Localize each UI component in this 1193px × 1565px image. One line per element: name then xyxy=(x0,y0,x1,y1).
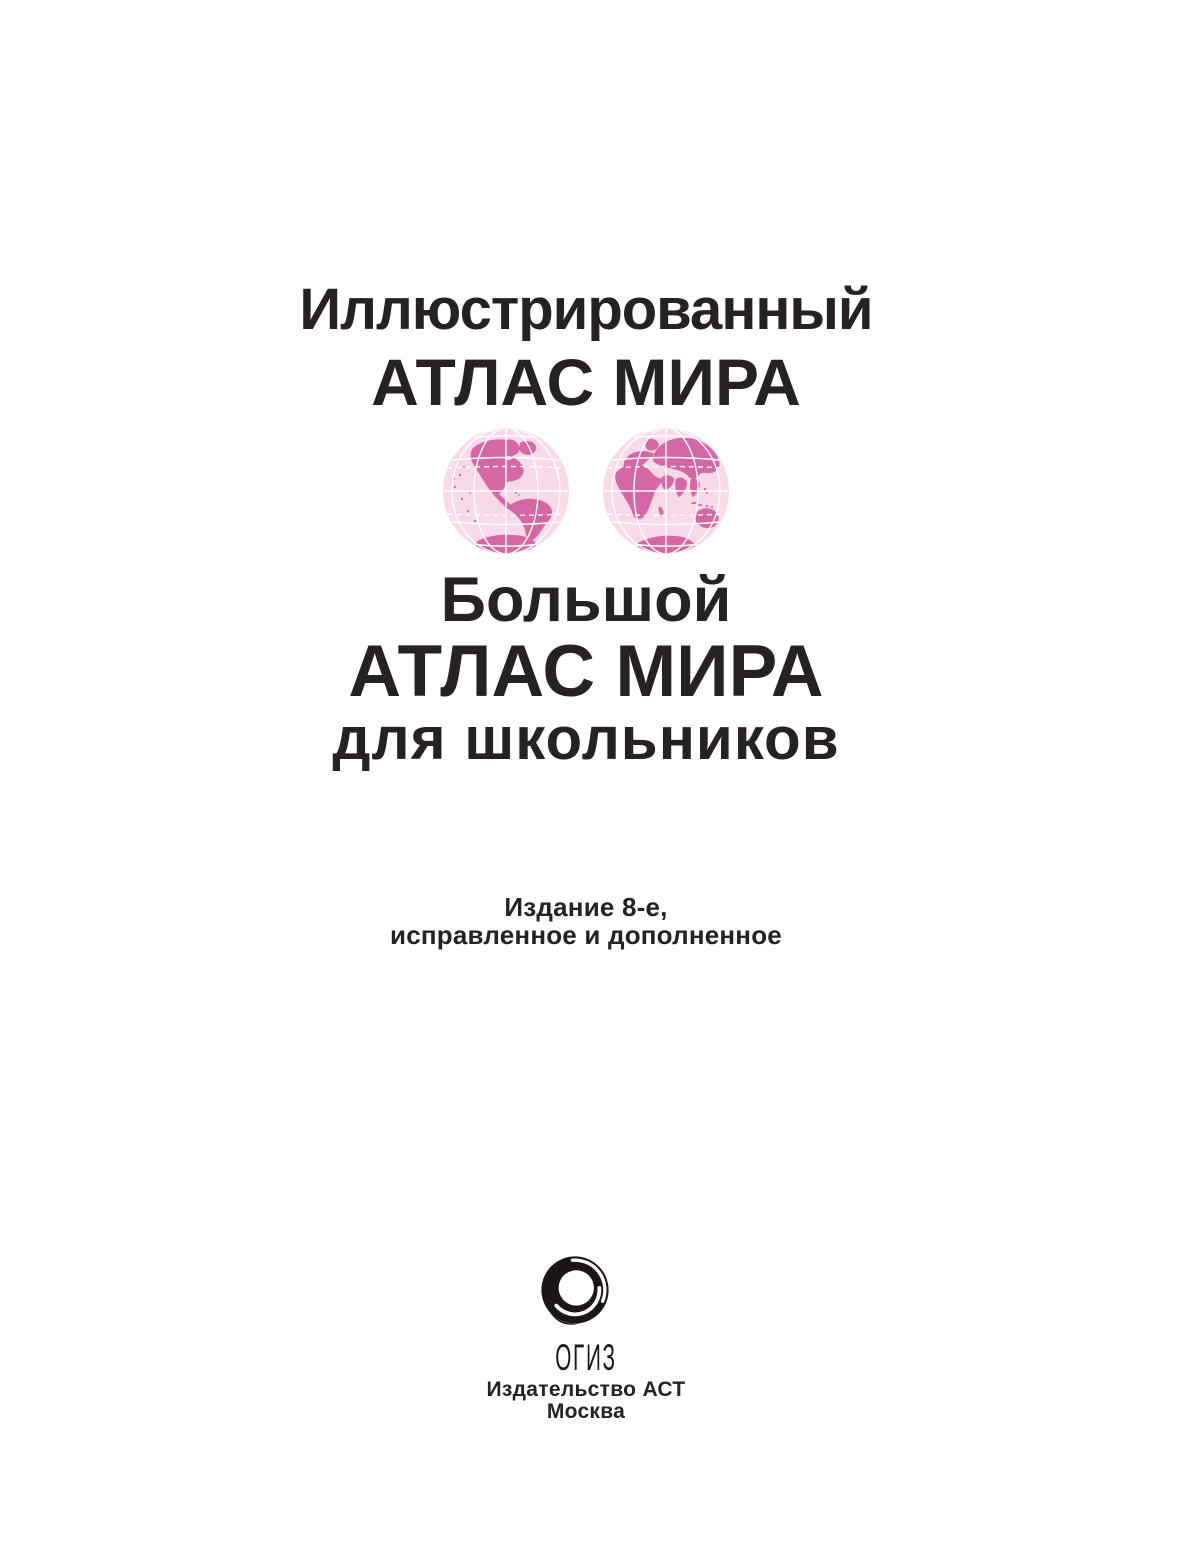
publisher-logo xyxy=(0,1248,1172,1337)
western-hemisphere-globe-icon xyxy=(442,427,570,555)
title-main-line3: для школьников xyxy=(332,705,840,772)
title-main-line2: АТЛАС МИРА xyxy=(348,631,824,712)
ogiz-logotype: ОГИЗ xyxy=(555,1337,617,1378)
publisher-city: Москва xyxy=(546,1400,626,1423)
publisher-name: Издательство АСТ xyxy=(486,1378,686,1401)
title-top-line1: Иллюстрированный xyxy=(299,277,873,342)
eastern-hemisphere-globe-icon xyxy=(602,427,730,555)
edition-line1: Издание 8-е, xyxy=(504,892,668,922)
hemisphere-globes xyxy=(0,427,1172,555)
title-top-line2: АТЛАС МИРА xyxy=(371,345,801,419)
edition-line2: исправленное и дополненное xyxy=(390,920,782,950)
ogiz-logo-icon xyxy=(533,1248,617,1332)
title-main-line1: Большой xyxy=(440,565,732,635)
